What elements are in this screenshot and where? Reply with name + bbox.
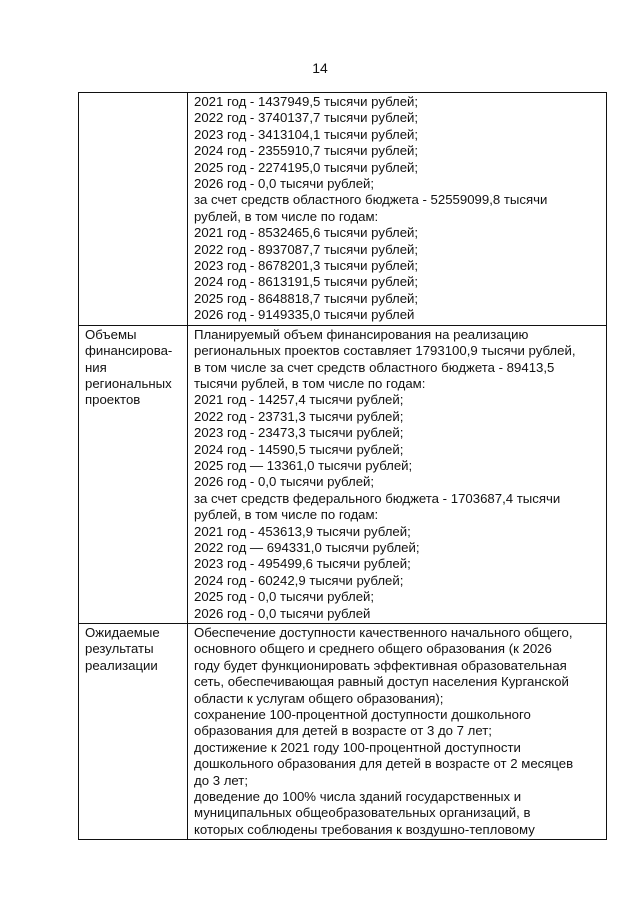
content-line: за счет средств областного бюджета - 52559099,8 тысячи — [194, 192, 548, 208]
content-line: 2024 год - 8613191,5 тысячи рублей; — [194, 274, 419, 290]
content-line: основного общего и среднего общего образования (к 2026 — [194, 641, 552, 657]
passport-table — [78, 92, 607, 840]
content-line: муниципальных общеобразовательных организаций, в — [194, 805, 531, 821]
row-content-cell — [188, 93, 607, 326]
content-line: до 3 лет; — [194, 772, 248, 788]
table-row — [79, 624, 607, 840]
content-line: области к услугам общего образования); — [194, 690, 444, 706]
content-line: 2026 год - 0,0 тысячи рублей — [194, 605, 371, 621]
content-line: 2023 год - 23473,3 тысячи рублей; — [194, 425, 404, 441]
content-line: за счет средств федерального бюджета - 1703687,4 тысячи — [194, 490, 561, 506]
content-line: 2026 год - 9149335,0 тысячи рублей — [194, 307, 415, 323]
content-line: 2021 год - 1437949,5 тысячи рублей; — [194, 94, 419, 109]
content-line: сеть, обеспечивающая равный доступ населения Курганской — [194, 674, 569, 690]
row-label-cell — [79, 93, 188, 326]
content-line: 2021 год - 8532465,6 тысячи рублей; — [194, 225, 419, 241]
content-line: 2022 год - 8937087,7 тысячи рублей; — [194, 241, 419, 257]
content-line: 2022 год - 3740137,7 тысячи рублей; — [194, 110, 419, 126]
content-line: 2025 год — 13361,0 тысячи рублей; — [194, 457, 413, 473]
page-number: 14 — [312, 60, 328, 76]
content-line: 2021 год - 453613,9 тысячи рублей; — [194, 523, 411, 539]
content-line: Обеспечение доступности качественного начального общего, — [194, 625, 573, 640]
content-line: 2026 год - 0,0 тысячи рублей; — [194, 176, 375, 192]
content-line: 2021 год - 14257,4 тысячи рублей; — [194, 392, 404, 408]
content-line: Планируемый объем финансирования на реализацию — [194, 326, 529, 342]
content-line: дошкольного образования для детей в возрасте от 2 месяцев — [194, 756, 574, 772]
content-line: 2022 год — 694331,0 тысячи рублей; — [194, 539, 420, 555]
row-label: Ожидаемые результаты реализации — [85, 625, 160, 673]
content-line: рублей, в том числе по годам: — [194, 507, 379, 523]
row-label: Объемы финансирова-ния региональных проектов — [85, 326, 173, 408]
row-label-cell — [79, 325, 188, 623]
content-line: 2025 год - 0,0 тысячи рублей; — [194, 589, 375, 605]
content-line: тысячи рублей, в том числе по годам: — [194, 375, 426, 391]
table-body — [79, 93, 607, 840]
content-line: 2024 год - 60242,9 тысячи рублей; — [194, 572, 404, 588]
row-label-cell — [79, 624, 188, 840]
content-line: 2023 год - 3413104,1 тысячи рублей; — [194, 126, 419, 142]
content-line: образования для детей в возрасте от 3 до 7 лет; — [194, 723, 492, 739]
row-content-cell — [188, 624, 607, 840]
table-row — [79, 93, 607, 326]
content-line: доведение до 100% числа зданий государственных и — [194, 789, 522, 805]
table-row — [79, 325, 607, 623]
content-line: которых соблюдены требования к воздушно-тепловому — [194, 821, 535, 837]
content-line: сохранение 100-процентной доступности дошкольного — [194, 707, 531, 723]
content-line: региональных проектов составляет 1793100,9 тысячи рублей, — [194, 343, 576, 359]
content-line: рублей, в том числе по годам: — [194, 208, 379, 224]
content-line: 2025 год - 8648818,7 тысячи рублей; — [194, 290, 419, 306]
content-line: в том числе за счет средств областного бюджета - 89413,5 — [194, 359, 555, 375]
content-line: 2026 год - 0,0 тысячи рублей; — [194, 474, 375, 490]
content-line: 2025 год - 2274195,0 тысячи рублей; — [194, 159, 419, 175]
content-line: 2024 год - 2355910,7 тысячи рублей; — [194, 143, 419, 159]
row-content-cell — [188, 325, 607, 623]
content-line: 2022 год - 23731,3 тысячи рублей; — [194, 408, 404, 424]
content-line: 2024 год - 14590,5 тысячи рублей; — [194, 441, 404, 457]
content-line: 2023 год - 495499,6 тысячи рублей; — [194, 556, 411, 572]
content-line: году будет функционировать эффективная образовательная — [194, 657, 567, 673]
content-line: 2023 год - 8678201,3 тысячи рублей; — [194, 258, 419, 274]
content-line: достижение к 2021 году 100-процентной доступности — [194, 739, 521, 755]
